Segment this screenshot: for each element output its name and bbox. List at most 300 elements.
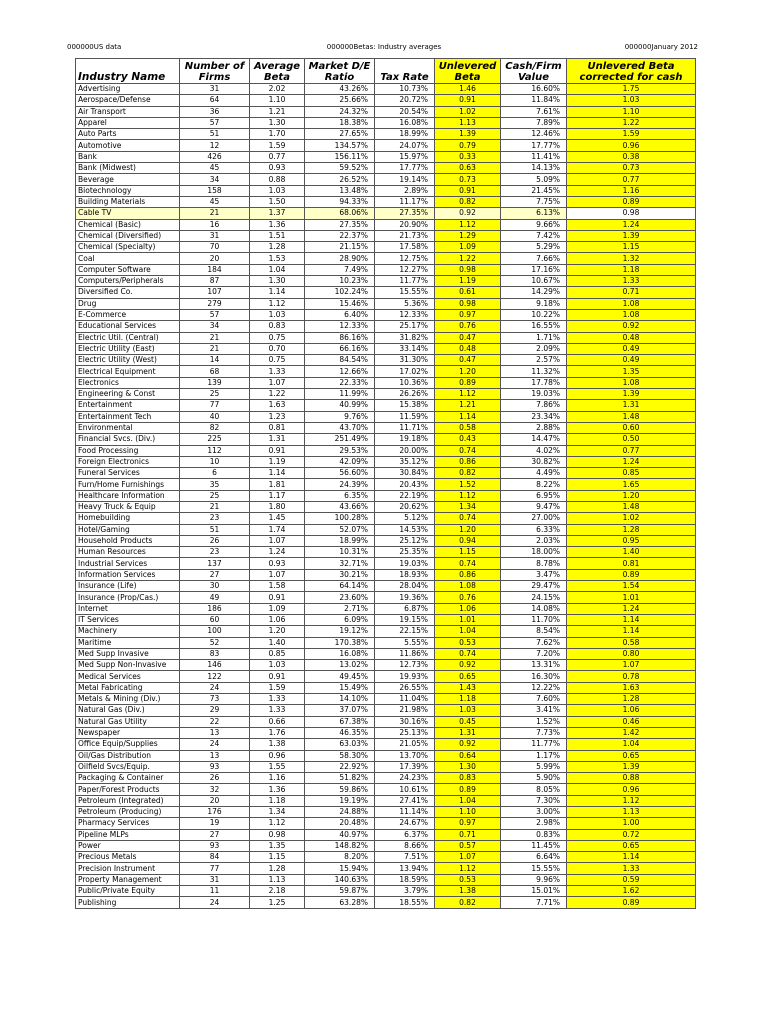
market-de-ratio-cell: 6.40% — [305, 309, 375, 320]
cash-firm-value-cell: 11.32% — [501, 366, 567, 377]
number-of-firms-cell: 83 — [180, 648, 250, 659]
unlevered-beta-corrected-cell: 1.48 — [567, 411, 696, 422]
unlevered-beta-corrected-cell: 1.14 — [567, 852, 696, 863]
industry-name-cell: Furn/Home Furnishings — [76, 479, 180, 490]
market-de-ratio-cell: 49.45% — [305, 671, 375, 682]
unlevered-beta-cell: 1.14 — [435, 411, 501, 422]
market-de-ratio-cell: 7.49% — [305, 264, 375, 275]
industry-name-cell: Precious Metals — [76, 852, 180, 863]
number-of-firms-cell: 24 — [180, 682, 250, 693]
tax-rate-cell: 15.38% — [375, 400, 435, 411]
industry-name-cell: Biotechnology — [76, 185, 180, 196]
tax-rate-cell: 30.84% — [375, 468, 435, 479]
table-row — [76, 377, 696, 388]
average-beta-cell: 2.18 — [250, 886, 305, 897]
cash-firm-value-cell: 19.03% — [501, 389, 567, 400]
tax-rate-cell: 6.87% — [375, 603, 435, 614]
cash-firm-value-cell: 14.47% — [501, 434, 567, 445]
table-row — [76, 174, 696, 185]
average-beta-cell: 1.50 — [250, 196, 305, 207]
industry-name-cell: Bank — [76, 151, 180, 162]
cash-firm-value-cell: 17.16% — [501, 264, 567, 275]
number-of-firms-cell: 29 — [180, 705, 250, 716]
market-de-ratio-cell: 27.65% — [305, 129, 375, 140]
average-beta-cell: 0.91 — [250, 671, 305, 682]
cash-firm-value-cell: 7.86% — [501, 400, 567, 411]
unlevered-beta-corrected-cell: 1.22 — [567, 117, 696, 128]
unlevered-beta-corrected-cell: 0.59 — [567, 874, 696, 885]
number-of-firms-cell: 51 — [180, 524, 250, 535]
cash-firm-value-cell: 8.22% — [501, 479, 567, 490]
market-de-ratio-cell: 15.94% — [305, 863, 375, 874]
unlevered-beta-corrected-cell: 1.14 — [567, 614, 696, 625]
table-row — [76, 117, 696, 128]
tax-rate-cell: 31.30% — [375, 355, 435, 366]
industry-name-cell: Educational Services — [76, 321, 180, 332]
cash-firm-value-cell: 6.64% — [501, 852, 567, 863]
average-beta-cell: 2.02 — [250, 84, 305, 95]
average-beta-cell: 1.06 — [250, 614, 305, 625]
number-of-firms-cell: 30 — [180, 581, 250, 592]
tax-rate-cell: 25.12% — [375, 535, 435, 546]
tax-rate-cell: 10.61% — [375, 784, 435, 795]
cash-firm-value-cell: 7.20% — [501, 648, 567, 659]
tax-rate-cell: 19.18% — [375, 434, 435, 445]
average-beta-cell: 1.34 — [250, 807, 305, 818]
unlevered-beta-corrected-cell: 0.96 — [567, 784, 696, 795]
table-row — [76, 140, 696, 151]
unlevered-beta-cell: 1.07 — [435, 852, 501, 863]
cash-firm-value-cell: 1.52% — [501, 716, 567, 727]
industry-name-cell: Computers/Peripherals — [76, 276, 180, 287]
unlevered-beta-cell: 0.63 — [435, 163, 501, 174]
table-row — [76, 196, 696, 207]
cash-firm-value-cell: 7.61% — [501, 106, 567, 117]
number-of-firms-cell: 21 — [180, 332, 250, 343]
table-row — [76, 400, 696, 411]
unlevered-beta-cell: 1.12 — [435, 863, 501, 874]
table-row — [76, 332, 696, 343]
cash-firm-value-cell: 9.96% — [501, 874, 567, 885]
market-de-ratio-cell: 66.16% — [305, 343, 375, 354]
table-row — [76, 501, 696, 512]
unlevered-beta-cell: 0.48 — [435, 343, 501, 354]
average-beta-cell: 0.75 — [250, 355, 305, 366]
average-beta-cell: 1.45 — [250, 513, 305, 524]
tax-rate-cell: 2.89% — [375, 185, 435, 196]
tax-rate-cell: 12.73% — [375, 660, 435, 671]
unlevered-beta-corrected-cell: 1.15 — [567, 242, 696, 253]
table-row — [76, 829, 696, 840]
number-of-firms-cell: 11 — [180, 886, 250, 897]
number-of-firms-cell: 31 — [180, 84, 250, 95]
unlevered-beta-cell: 1.09 — [435, 242, 501, 253]
average-beta-cell: 1.19 — [250, 456, 305, 467]
unlevered-beta-corrected-cell: 0.48 — [567, 332, 696, 343]
average-beta-cell: 1.28 — [250, 242, 305, 253]
average-beta-cell: 1.15 — [250, 852, 305, 863]
table-row — [76, 95, 696, 106]
number-of-firms-cell: 20 — [180, 253, 250, 264]
unlevered-beta-corrected-cell: 0.89 — [567, 196, 696, 207]
market-de-ratio-cell: 40.97% — [305, 829, 375, 840]
tax-rate-cell: 31.82% — [375, 332, 435, 343]
average-beta-cell: 0.83 — [250, 321, 305, 332]
market-de-ratio-cell: 52.07% — [305, 524, 375, 535]
industry-name-cell: Entertainment — [76, 400, 180, 411]
unlevered-beta-cell: 1.52 — [435, 479, 501, 490]
unlevered-beta-corrected-cell: 1.28 — [567, 694, 696, 705]
tax-rate-cell: 8.66% — [375, 840, 435, 851]
market-de-ratio-cell: 6.35% — [305, 490, 375, 501]
cash-firm-value-cell: 11.77% — [501, 739, 567, 750]
tax-rate-cell: 5.55% — [375, 637, 435, 648]
average-beta-cell: 1.36 — [250, 784, 305, 795]
number-of-firms-cell: 27 — [180, 569, 250, 580]
number-of-firms-cell: 21 — [180, 208, 250, 219]
average-beta-cell: 1.04 — [250, 264, 305, 275]
industry-name-cell: Coal — [76, 253, 180, 264]
cash-firm-value-cell: 7.62% — [501, 637, 567, 648]
tax-rate-cell: 11.59% — [375, 411, 435, 422]
tax-rate-cell: 12.33% — [375, 309, 435, 320]
unlevered-beta-corrected-cell: 1.42 — [567, 727, 696, 738]
tax-rate-cell: 25.13% — [375, 727, 435, 738]
unlevered-beta-cell: 0.83 — [435, 773, 501, 784]
table-row — [76, 739, 696, 750]
unlevered-beta-corrected-cell: 1.10 — [567, 106, 696, 117]
industry-name-cell: Pipeline MLPs — [76, 829, 180, 840]
market-de-ratio-cell: 10.31% — [305, 547, 375, 558]
average-beta-cell: 1.09 — [250, 603, 305, 614]
unlevered-beta-cell: 0.79 — [435, 140, 501, 151]
market-de-ratio-cell: 46.35% — [305, 727, 375, 738]
average-beta-cell: 1.24 — [250, 547, 305, 558]
unlevered-beta-cell: 0.74 — [435, 513, 501, 524]
unlevered-beta-corrected-cell: 0.65 — [567, 750, 696, 761]
unlevered-beta-cell: 0.73 — [435, 174, 501, 185]
number-of-firms-cell: 107 — [180, 287, 250, 298]
unlevered-beta-cell: 0.89 — [435, 377, 501, 388]
unlevered-beta-cell: 1.20 — [435, 524, 501, 535]
tax-rate-cell: 19.36% — [375, 592, 435, 603]
tax-rate-cell: 25.17% — [375, 321, 435, 332]
industry-name-cell: Drug — [76, 298, 180, 309]
tax-rate-cell: 12.27% — [375, 264, 435, 275]
cash-firm-value-cell: 1.17% — [501, 750, 567, 761]
industry-name-cell: Oilfield Svcs/Equip. — [76, 761, 180, 772]
tax-rate-cell: 12.75% — [375, 253, 435, 264]
cash-firm-value-cell: 15.01% — [501, 886, 567, 897]
unlevered-beta-corrected-cell: 0.81 — [567, 558, 696, 569]
unlevered-beta-cell: 1.18 — [435, 694, 501, 705]
tax-rate-cell: 17.02% — [375, 366, 435, 377]
industry-name-cell: Engineering & Const — [76, 389, 180, 400]
market-de-ratio-cell: 86.16% — [305, 332, 375, 343]
unlevered-beta-corrected-cell: 1.33 — [567, 276, 696, 287]
market-de-ratio-cell: 22.33% — [305, 377, 375, 388]
table-header-row — [76, 59, 696, 84]
average-beta-cell: 1.76 — [250, 727, 305, 738]
industry-name-cell: Advertising — [76, 84, 180, 95]
market-de-ratio-cell: 26.52% — [305, 174, 375, 185]
number-of-firms-cell: 93 — [180, 761, 250, 772]
cash-firm-value-cell: 7.60% — [501, 694, 567, 705]
cash-firm-value-cell: 3.41% — [501, 705, 567, 716]
cash-firm-value-cell: 14.13% — [501, 163, 567, 174]
unlevered-beta-cell: 1.12 — [435, 389, 501, 400]
industry-name-cell: Household Products — [76, 535, 180, 546]
unlevered-beta-cell: 0.98 — [435, 264, 501, 275]
industry-name-cell: Pharmacy Services — [76, 818, 180, 829]
cash-firm-value-cell: 11.45% — [501, 840, 567, 851]
market-de-ratio-cell: 13.02% — [305, 660, 375, 671]
tax-rate-cell: 21.05% — [375, 739, 435, 750]
unlevered-beta-cell: 1.10 — [435, 807, 501, 818]
unlevered-beta-cell: 1.12 — [435, 490, 501, 501]
tax-rate-cell: 13.94% — [375, 863, 435, 874]
number-of-firms-cell: 13 — [180, 727, 250, 738]
tax-rate-cell: 33.14% — [375, 343, 435, 354]
market-de-ratio-cell: 15.49% — [305, 682, 375, 693]
number-of-firms-cell: 77 — [180, 400, 250, 411]
market-de-ratio-cell: 63.03% — [305, 739, 375, 750]
cash-firm-value-cell: 12.46% — [501, 129, 567, 140]
industry-name-cell: Apparel — [76, 117, 180, 128]
number-of-firms-cell: 100 — [180, 626, 250, 637]
unlevered-beta-cell: 1.03 — [435, 705, 501, 716]
average-beta-cell: 1.63 — [250, 400, 305, 411]
industry-name-cell: Newspaper — [76, 727, 180, 738]
cash-firm-value-cell: 7.66% — [501, 253, 567, 264]
average-beta-cell: 1.40 — [250, 637, 305, 648]
tax-rate-cell: 17.39% — [375, 761, 435, 772]
industry-name-cell: Cable TV — [76, 208, 180, 219]
market-de-ratio-cell: 6.09% — [305, 614, 375, 625]
number-of-firms-cell: 139 — [180, 377, 250, 388]
table-row — [76, 694, 696, 705]
unlevered-beta-corrected-cell: 1.24 — [567, 603, 696, 614]
industry-name-cell: Entertainment Tech — [76, 411, 180, 422]
average-beta-cell: 1.07 — [250, 377, 305, 388]
cash-firm-value-cell: 12.22% — [501, 682, 567, 693]
number-of-firms-cell: 225 — [180, 434, 250, 445]
market-de-ratio-cell: 94.33% — [305, 196, 375, 207]
industry-name-cell: Heavy Truck & Equip — [76, 501, 180, 512]
industry-name-cell: Automotive — [76, 140, 180, 151]
average-beta-cell: 1.23 — [250, 411, 305, 422]
unlevered-beta-corrected-cell: 1.65 — [567, 479, 696, 490]
market-de-ratio-cell: 10.23% — [305, 276, 375, 287]
average-beta-cell: 1.70 — [250, 129, 305, 140]
market-de-ratio-cell: 25.66% — [305, 95, 375, 106]
cash-firm-value-cell: 8.05% — [501, 784, 567, 795]
tax-rate-cell: 20.43% — [375, 479, 435, 490]
average-beta-cell: 0.91 — [250, 445, 305, 456]
number-of-firms-cell: 77 — [180, 863, 250, 874]
average-beta-cell: 1.20 — [250, 626, 305, 637]
tax-rate-cell: 15.55% — [375, 287, 435, 298]
unlevered-beta-cell: 1.12 — [435, 219, 501, 230]
industry-name-cell: Computer Software — [76, 264, 180, 275]
unlevered-beta-cell: 0.76 — [435, 321, 501, 332]
table-row — [76, 727, 696, 738]
unlevered-beta-cell: 0.57 — [435, 840, 501, 851]
unlevered-beta-corrected-cell: 1.08 — [567, 377, 696, 388]
unlevered-beta-cell: 1.31 — [435, 727, 501, 738]
table-row — [76, 795, 696, 806]
market-de-ratio-cell: 22.37% — [305, 230, 375, 241]
cash-firm-value-cell: 11.41% — [501, 151, 567, 162]
table-row — [76, 129, 696, 140]
industry-name-cell: Electric Utility (East) — [76, 343, 180, 354]
number-of-firms-cell: 26 — [180, 535, 250, 546]
tax-rate-cell: 11.17% — [375, 196, 435, 207]
column-header: Cash/Firm Value — [501, 59, 567, 84]
number-of-firms-cell: 14 — [180, 355, 250, 366]
number-of-firms-cell: 184 — [180, 264, 250, 275]
market-de-ratio-cell: 9.76% — [305, 411, 375, 422]
market-de-ratio-cell: 100.28% — [305, 513, 375, 524]
market-de-ratio-cell: 18.38% — [305, 117, 375, 128]
table-row — [76, 321, 696, 332]
table-row — [76, 309, 696, 320]
average-beta-cell: 1.51 — [250, 230, 305, 241]
unlevered-beta-corrected-cell: 0.92 — [567, 321, 696, 332]
cash-firm-value-cell: 10.67% — [501, 276, 567, 287]
market-de-ratio-cell: 16.08% — [305, 648, 375, 659]
tax-rate-cell: 6.37% — [375, 829, 435, 840]
industry-name-cell: Office Equip/Supplies — [76, 739, 180, 750]
table-row — [76, 761, 696, 772]
unlevered-beta-cell: 0.74 — [435, 648, 501, 659]
number-of-firms-cell: 23 — [180, 547, 250, 558]
number-of-firms-cell: 21 — [180, 343, 250, 354]
industry-name-cell: Air Transport — [76, 106, 180, 117]
cash-firm-value-cell: 8.78% — [501, 558, 567, 569]
industry-name-cell: Natural Gas (Div.) — [76, 705, 180, 716]
tax-rate-cell: 25.35% — [375, 547, 435, 558]
cash-firm-value-cell: 16.55% — [501, 321, 567, 332]
average-beta-cell: 0.88 — [250, 174, 305, 185]
number-of-firms-cell: 426 — [180, 151, 250, 162]
table-row — [76, 151, 696, 162]
average-beta-cell: 1.07 — [250, 569, 305, 580]
market-de-ratio-cell: 68.06% — [305, 208, 375, 219]
table-row — [76, 230, 696, 241]
column-header: Market D/E Ratio — [305, 59, 375, 84]
table-row — [76, 422, 696, 433]
unlevered-beta-corrected-cell: 1.39 — [567, 230, 696, 241]
cash-firm-value-cell: 16.60% — [501, 84, 567, 95]
industry-name-cell: Maritime — [76, 637, 180, 648]
tax-rate-cell: 24.67% — [375, 818, 435, 829]
unlevered-beta-cell: 0.82 — [435, 196, 501, 207]
unlevered-beta-corrected-cell: 1.03 — [567, 95, 696, 106]
unlevered-beta-cell: 1.22 — [435, 253, 501, 264]
average-beta-cell: 0.93 — [250, 558, 305, 569]
cash-firm-value-cell: 29.47% — [501, 581, 567, 592]
unlevered-beta-corrected-cell: 1.35 — [567, 366, 696, 377]
industry-name-cell: Financial Svcs. (Div.) — [76, 434, 180, 445]
number-of-firms-cell: 64 — [180, 95, 250, 106]
tax-rate-cell: 20.62% — [375, 501, 435, 512]
market-de-ratio-cell: 40.99% — [305, 400, 375, 411]
unlevered-beta-corrected-cell: 0.49 — [567, 343, 696, 354]
table-row — [76, 637, 696, 648]
cash-firm-value-cell: 23.34% — [501, 411, 567, 422]
tax-rate-cell: 14.53% — [375, 524, 435, 535]
cash-firm-value-cell: 5.90% — [501, 773, 567, 784]
unlevered-beta-cell: 1.20 — [435, 366, 501, 377]
industry-name-cell: Information Services — [76, 569, 180, 580]
unlevered-beta-corrected-cell: 1.07 — [567, 660, 696, 671]
number-of-firms-cell: 146 — [180, 660, 250, 671]
market-de-ratio-cell: 134.57% — [305, 140, 375, 151]
market-de-ratio-cell: 14.10% — [305, 694, 375, 705]
tax-rate-cell: 35.12% — [375, 456, 435, 467]
average-beta-cell: 1.33 — [250, 694, 305, 705]
cash-firm-value-cell: 24.15% — [501, 592, 567, 603]
market-de-ratio-cell: 84.54% — [305, 355, 375, 366]
cash-firm-value-cell: 15.55% — [501, 863, 567, 874]
unlevered-beta-corrected-cell: 0.98 — [567, 208, 696, 219]
industry-name-cell: Human Resources — [76, 547, 180, 558]
market-de-ratio-cell: 156.11% — [305, 151, 375, 162]
unlevered-beta-cell: 1.21 — [435, 400, 501, 411]
market-de-ratio-cell: 12.66% — [305, 366, 375, 377]
market-de-ratio-cell: 67.38% — [305, 716, 375, 727]
unlevered-beta-cell: 1.06 — [435, 603, 501, 614]
number-of-firms-cell: 51 — [180, 129, 250, 140]
unlevered-beta-cell: 0.53 — [435, 637, 501, 648]
market-de-ratio-cell: 12.33% — [305, 321, 375, 332]
unlevered-beta-cell: 0.33 — [435, 151, 501, 162]
industry-name-cell: Food Processing — [76, 445, 180, 456]
unlevered-beta-cell: 0.71 — [435, 829, 501, 840]
column-header: Average Beta — [250, 59, 305, 84]
table-row — [76, 807, 696, 818]
cash-firm-value-cell: 18.00% — [501, 547, 567, 558]
unlevered-beta-cell: 0.91 — [435, 185, 501, 196]
number-of-firms-cell: 84 — [180, 852, 250, 863]
tax-rate-cell: 24.23% — [375, 773, 435, 784]
unlevered-beta-corrected-cell: 0.50 — [567, 434, 696, 445]
unlevered-beta-corrected-cell: 1.39 — [567, 761, 696, 772]
number-of-firms-cell: 57 — [180, 117, 250, 128]
number-of-firms-cell: 158 — [180, 185, 250, 196]
cash-firm-value-cell: 14.08% — [501, 603, 567, 614]
industry-name-cell: Electrical Equipment — [76, 366, 180, 377]
tax-rate-cell: 13.70% — [375, 750, 435, 761]
unlevered-beta-corrected-cell: 0.96 — [567, 140, 696, 151]
average-beta-cell: 1.33 — [250, 366, 305, 377]
market-de-ratio-cell: 2.71% — [305, 603, 375, 614]
average-beta-cell: 1.03 — [250, 309, 305, 320]
unlevered-beta-cell: 0.91 — [435, 95, 501, 106]
table-row — [76, 569, 696, 580]
unlevered-beta-corrected-cell: 1.02 — [567, 513, 696, 524]
market-de-ratio-cell: 29.53% — [305, 445, 375, 456]
market-de-ratio-cell: 8.20% — [305, 852, 375, 863]
industry-name-cell: Metals & Mining (Div.) — [76, 694, 180, 705]
table-row — [76, 784, 696, 795]
table-row — [76, 547, 696, 558]
unlevered-beta-cell: 0.92 — [435, 739, 501, 750]
unlevered-beta-cell: 0.97 — [435, 818, 501, 829]
cash-firm-value-cell: 7.73% — [501, 727, 567, 738]
market-de-ratio-cell: 170.38% — [305, 637, 375, 648]
